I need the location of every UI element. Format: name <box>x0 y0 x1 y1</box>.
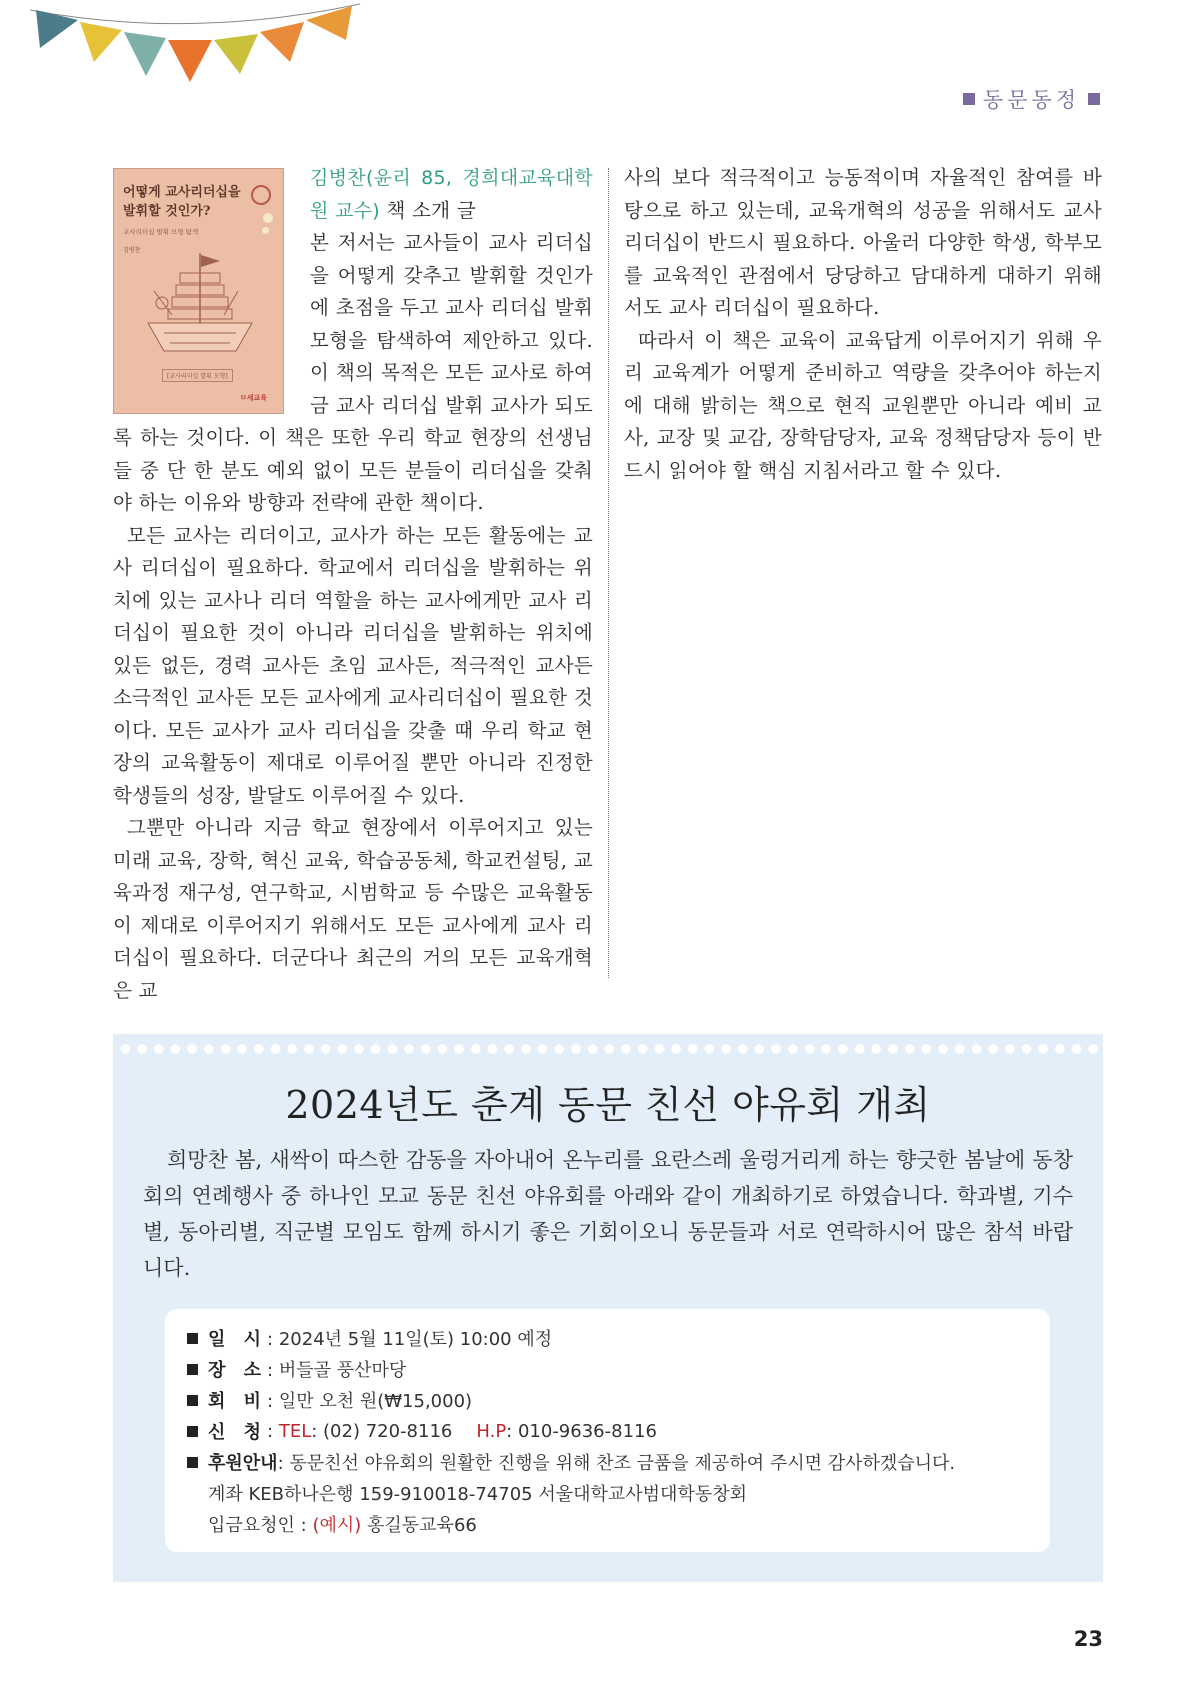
bullet-icon <box>187 1333 198 1344</box>
depositor-label: 입금요청인 : <box>208 1515 313 1536</box>
event-info-box <box>165 1309 1050 1552</box>
bullet-icon <box>187 1426 198 1437</box>
byline-suffix: 책 소개 글 <box>380 198 477 222</box>
flag-6 <box>260 22 304 62</box>
book-cover-caption: [교사리더십 발휘 모형] <box>162 369 233 382</box>
depositor-line <box>208 1511 477 1537</box>
hp-value[interactable]: : 010-9636-8116 <box>506 1420 657 1442</box>
place-label: 장 소 <box>208 1360 268 1381</box>
place-value: : 버들골 풍산마당 <box>267 1360 407 1381</box>
support-label: 후원안내 <box>208 1453 278 1474</box>
article-paragraph: 그뿐만 아니라 지금 학교 현장에서 이루어지고 있는 미래 교육, 장학, 혁신 교육, 학습공동체, 학교컨설팅, 교육과정 재구성, 연구학교, 시범학교 등 수많은 교육활동이 제대로 이루어지기 위해서도 모든 교사에게 교사 리더십이 필요하다. 더군다나 최근의 거의 모든 교육개혁은 교 <box>113 816 593 1002</box>
flag-2 <box>80 22 122 62</box>
bunting-decoration <box>0 0 380 95</box>
info-row-apply <box>187 1418 657 1444</box>
event-description: 희망찬 봄, 새싹이 따스한 감동을 자아내어 온누리를 요란스레 울렁거리게 하는 향긋한 봄날에 동창회의 연례행사 중 하나인 모교 동문 친선 야유회를 아래와 같이 개최하기로 하였습니다. 학과별, 기수별, 동아리별, 직군별 모임도 함께 하시기 좋은 기회이오니 동문들과 서로 연락하시어 많은 참석 바랍니다. <box>143 1148 1073 1280</box>
article-left-column <box>113 162 593 1007</box>
bullet-icon <box>187 1364 198 1375</box>
depositor-example: (예시) <box>312 1515 362 1536</box>
event-announcement-box <box>113 1034 1103 1582</box>
info-row-fee <box>187 1387 472 1413</box>
dotted-border <box>117 1042 1099 1056</box>
hp-label: H.P <box>476 1420 507 1442</box>
flag-3 <box>124 32 166 76</box>
column-divider <box>608 168 609 978</box>
book-cover-subtitle: 교사리더십 발휘 모형 탐색 <box>123 228 199 236</box>
flag-5 <box>214 34 258 74</box>
event-title: 2024년도 춘계 동문 친선 야유회 개최 <box>285 1083 931 1127</box>
fee-label: 회 비 <box>208 1391 268 1412</box>
info-row-support <box>187 1449 955 1475</box>
flag-4 <box>168 40 212 82</box>
square-icon <box>1088 93 1100 105</box>
fee-value: : 일만 오천 원(₩15,000) <box>267 1391 473 1412</box>
article-paragraph: 본 저서는 교사들이 교사 리더십을 어떻게 갖추고 발휘할 것인가에 초점을 두고 교사 리더십 발휘 모형을 탐색하여 제안하고 있다. 이 책의 목적은 모든 교사로 하여금 교사 리더십 발휘 교사가 되도록 하는 것이다. 이 책은 또한 우리 학교 현장의 선생님들 중 단 한 분도 예외 없이 모든 분들이 리더십을 갖춰야 하는 이유와 방향과 전략에 관한 책이다. <box>113 231 593 514</box>
section-label <box>963 84 1100 114</box>
apply-separator: : <box>267 1420 279 1442</box>
article-right-column <box>624 162 1102 487</box>
bank-account: 계좌 KEB하나은행 159-910018-74705 서울대학교사범대학동창회 <box>208 1484 747 1505</box>
bullet-icon <box>187 1457 198 1468</box>
flag-1 <box>36 10 78 48</box>
section-label-text: 동문동정 <box>982 88 1080 112</box>
depositor-value: 홍길동교육66 <box>361 1515 477 1536</box>
page-number: 23 <box>1073 1627 1103 1651</box>
apply-label: 신 청 <box>208 1422 268 1443</box>
tel-label: TEL <box>278 1420 312 1442</box>
flag-7 <box>306 6 352 40</box>
square-icon <box>963 93 975 105</box>
date-label: 일 시 <box>208 1329 268 1350</box>
article-paragraph: 모든 교사는 리더이고, 교사가 하는 모든 활동에는 교사 리더십이 필요하다. 학교에서 리더십을 발휘하는 위치에 있는 교사나 리더 역할을 하는 교사에게만 교사 리더십이 필요한 것이 아니라 리더십을 발휘하는 위치에 있든 없든, 경력 교사든 초임 교사든, 적극적인 교사든 소극적인 교사든 모든 교사에게 교사리더십이 필요한 것이다. 모든 교사가 교사 리더십을 갖출 때 우리 학교 현장의 교육활동이 제대로 이루어질 뿐만 아니라 진정한 학생들의 성장, 발달도 이루어질 수 있다. <box>113 523 593 807</box>
book-cover-author: 김병찬 <box>123 247 141 254</box>
article-paragraph: 따라서 이 책은 교육이 교육답게 이루어지기 위해 우리 교육계가 어떻게 준비하고 역량을 갖추어야 하는지에 대해 밝히는 책으로 현직 교원뿐만 아니라 예비 교사, 교장 및 교감, 장학담당자, 교육 정책담당자 등이 반드시 읽어야 할 핵심 지침서라고 할 수 있다. <box>624 328 1102 482</box>
author-name: 김병찬(윤리 85, 경희대교육대학원 교수) <box>310 167 593 222</box>
support-value: : 동문친선 야유회의 원활한 진행을 위해 찬조 금품을 제공하여 주시면 감사하겠습니다. <box>277 1453 956 1474</box>
book-cover-publisher: ㅁ세교육 <box>239 394 267 402</box>
tel-value[interactable]: : (02) 720-8116 <box>311 1420 453 1442</box>
info-row-date <box>187 1325 552 1351</box>
book-cover-title: 어떻게 교사리더십을 발휘할 것인가? <box>123 185 241 219</box>
bullet-icon <box>187 1395 198 1406</box>
info-row-place <box>187 1356 406 1382</box>
date-value: : 2024년 5월 11일(토) 10:00 예정 <box>267 1329 553 1350</box>
article-paragraph: 사의 보다 적극적이고 능동적이며 자율적인 참여를 바탕으로 하고 있는데, 교육개혁의 성공을 위해서도 교사 리더십이 반드시 필요하다. 아울러 다양한 학생, 학부모를 교육적인 관점에서 당당하고 담대하게 대하기 위해서도 교사 리더십이 필요하다. <box>624 166 1102 319</box>
